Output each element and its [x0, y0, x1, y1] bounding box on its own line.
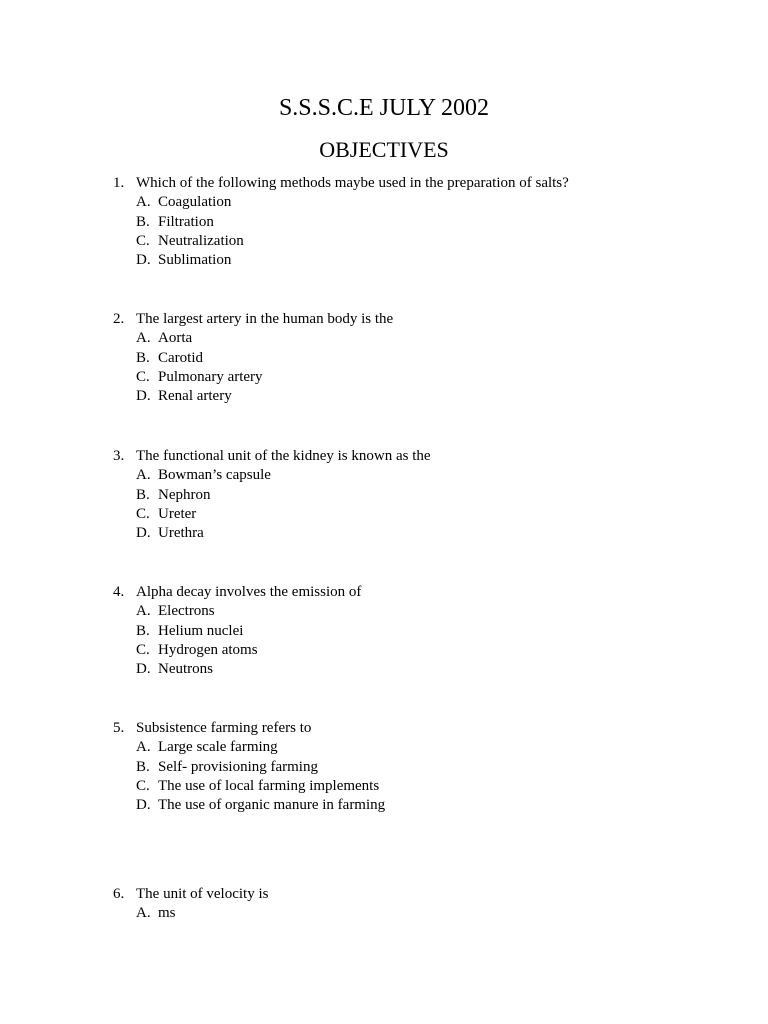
question-stem	[0, 885, 768, 904]
option-letter: B.	[136, 622, 150, 639]
question-1	[0, 174, 768, 270]
option-a	[0, 466, 768, 485]
option-letter: D.	[136, 525, 151, 542]
option-text: Helium nuclei	[158, 622, 244, 639]
option-letter: A.	[136, 467, 151, 484]
option-letter: A.	[136, 905, 151, 922]
option-c	[0, 232, 768, 251]
option-a	[0, 602, 768, 621]
option-text: ms	[158, 905, 176, 922]
option-letter: A.	[136, 194, 151, 211]
option-b	[0, 349, 768, 368]
option-text: Aorta	[158, 330, 193, 347]
option-text: Pulmonary artery	[158, 368, 263, 385]
option-letter: B.	[136, 349, 150, 366]
section-title: OBJECTIVES	[319, 137, 449, 162]
option-c	[0, 641, 768, 660]
question-stem	[0, 719, 768, 738]
option-text: The use of local farming implements	[158, 777, 380, 794]
option-b	[0, 486, 768, 505]
question-stem	[0, 583, 768, 602]
option-c	[0, 505, 768, 524]
question-number: 6.	[113, 886, 125, 902]
option-letter: D.	[136, 661, 151, 678]
question-stem	[0, 310, 768, 329]
option-d	[0, 387, 768, 406]
option-text: Bowman’s capsule	[158, 467, 271, 484]
option-text: Hydrogen atoms	[158, 641, 258, 658]
option-letter: B.	[136, 486, 150, 503]
question-text: The largest artery in the human body is the	[136, 311, 394, 327]
option-letter: A.	[136, 739, 151, 756]
question-number: 1.	[113, 175, 125, 191]
question-stem	[0, 174, 768, 193]
option-text: Ureter	[158, 505, 197, 522]
question-6	[0, 885, 768, 924]
option-text: Sublimation	[158, 252, 232, 269]
question-text: Alpha decay involves the emission of	[136, 584, 362, 600]
option-text: Filtration	[158, 213, 214, 230]
option-letter: C.	[136, 641, 150, 658]
question-4	[0, 583, 768, 679]
option-b	[0, 213, 768, 232]
option-a	[0, 193, 768, 212]
question-number: 2.	[113, 311, 125, 327]
option-d	[0, 796, 768, 815]
option-text: Nephron	[158, 486, 211, 503]
option-a	[0, 904, 768, 923]
option-a	[0, 329, 768, 348]
question-text: The unit of velocity is	[136, 886, 269, 902]
option-b	[0, 622, 768, 641]
option-text: Urethra	[158, 525, 204, 542]
option-letter: C.	[136, 777, 150, 794]
option-c	[0, 368, 768, 387]
page-title: S.S.S.C.E JULY 2002	[278, 95, 490, 121]
option-letter: A.	[136, 603, 151, 620]
option-d	[0, 524, 768, 543]
question-2	[0, 310, 768, 406]
question-number: 3.	[113, 448, 125, 464]
option-text: Coagulation	[158, 194, 232, 211]
option-letter: D.	[136, 797, 151, 814]
option-c	[0, 777, 768, 796]
question-number: 4.	[113, 584, 125, 600]
option-d	[0, 251, 768, 270]
option-letter: C.	[136, 505, 150, 522]
option-text: Electrons	[158, 603, 215, 620]
question-text: The functional unit of the kidney is known as the	[136, 448, 431, 464]
option-text: Renal artery	[158, 388, 232, 405]
option-letter: C.	[136, 368, 150, 385]
option-a	[0, 738, 768, 757]
question-text: Subsistence farming refers to	[136, 720, 312, 736]
question-3	[0, 447, 768, 543]
option-text: Carotid	[158, 349, 203, 366]
option-text: Neutralization	[158, 232, 244, 249]
question-text: Which of the following methods maybe used in the preparation of salts?	[136, 175, 569, 191]
option-letter: D.	[136, 388, 151, 405]
option-letter: A.	[136, 330, 151, 347]
option-text: Neutrons	[158, 661, 213, 678]
question-stem	[0, 447, 768, 466]
option-letter: D.	[136, 252, 151, 269]
option-letter: C.	[136, 232, 150, 249]
question-5	[0, 719, 768, 815]
option-letter: B.	[136, 213, 150, 230]
option-text: Self- provisioning farming	[158, 758, 318, 775]
option-b	[0, 758, 768, 777]
option-d	[0, 660, 768, 679]
option-text: The use of organic manure in farming	[158, 797, 386, 814]
question-number: 5.	[113, 720, 125, 736]
option-letter: B.	[136, 758, 150, 775]
option-text: Large scale farming	[158, 739, 278, 756]
